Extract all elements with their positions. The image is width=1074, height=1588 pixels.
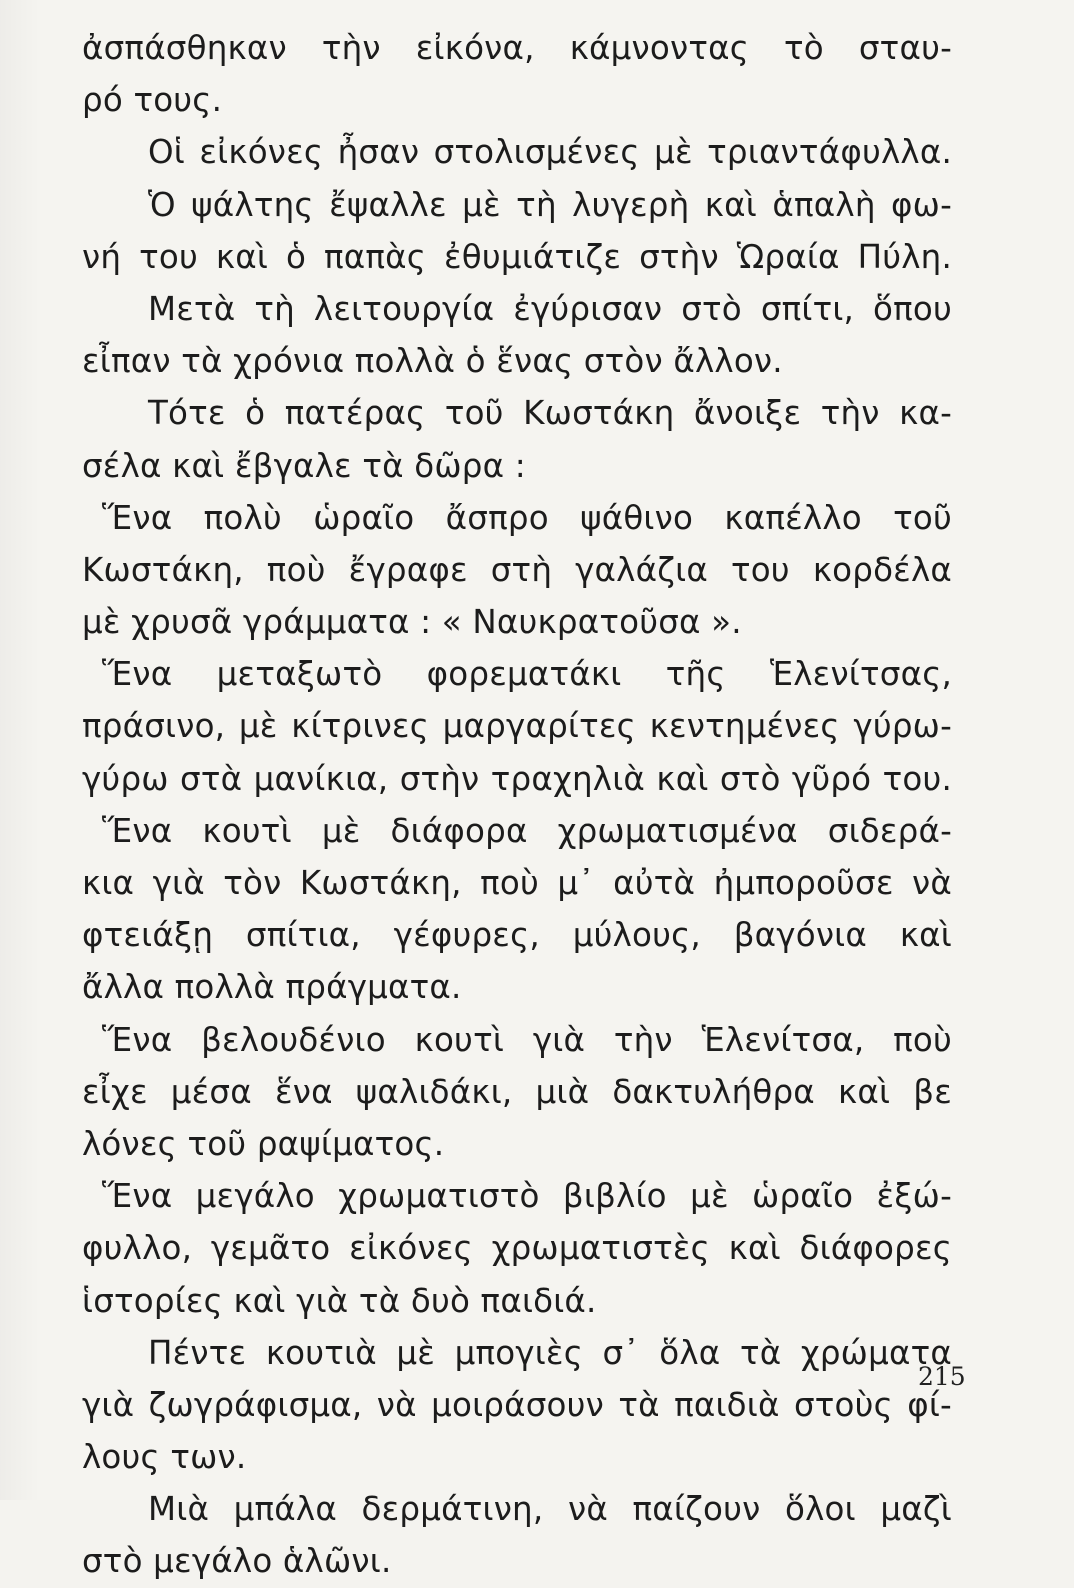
- text-line: ἱστορίες καὶ γιὰ τὰ δυὸ παιδιά.: [82, 1281, 597, 1320]
- text-line: ρό τους.: [82, 81, 223, 120]
- text-line: λόνες τοῦ ραψίματος.: [82, 1124, 445, 1163]
- text-line: Κωστάκη, ποὺ ἔγραφε στὴ γαλάζια του κορδέλα: [82, 550, 952, 589]
- text-line: Τότε ὁ πατέρας τοῦ Κωστάκη ἄνοιξε τὴν κα-: [148, 394, 952, 433]
- text-line: γιὰ ζωγράφισμα, νὰ μοιράσουν τὰ παιδιὰ στοὺς φί-: [82, 1385, 952, 1424]
- text-line: νή του καὶ ὁ παπὰς ἐθυμιάτιζε στὴν Ὡραία Πύλη.: [82, 237, 952, 276]
- text-line: Μιὰ μπάλα δερμάτινη, νὰ παίζουν ὅλοι μαζὶ: [148, 1490, 952, 1529]
- text-line: Ἕνα βελουδένιο κουτὶ γιὰ τὴν Ἑλενίτσα, ποὺ: [102, 1020, 952, 1059]
- text-line: ἀσπάσθηκαν τὴν εἰκόνα, κάμνοντας τὸ σταυ-: [82, 29, 952, 67]
- text-line: εἶχε μέσα ἕνα ψαλιδάκι, μιὰ δακτυλήθρα καὶ βε: [82, 1072, 952, 1111]
- text-line: Πέντε κουτιὰ μὲ μπογιὲς σ᾽ ὅλα τὰ χρώματα: [148, 1333, 952, 1372]
- text-line: κια γιὰ τὸν Κωστάκη, ποὺ μ᾽ αὐτὰ ἠμποροῦσε νὰ: [82, 864, 952, 902]
- text-line: σέλα καὶ ἔβγαλε τὰ δῶρα :: [82, 446, 526, 485]
- text-line: γύρω στὰ μανίκια, στὴν τραχηλιὰ καὶ στὸ γῦρό του.: [82, 759, 952, 798]
- text-line: λους των.: [82, 1438, 247, 1477]
- text-line: Μετὰ τὴ λειτουργία ἐγύρισαν στὸ σπίτι, ὅπου: [148, 289, 952, 328]
- text-line: Ἕνα πολὺ ὡραῖο ἄσπρο ψάθινο καπέλλο τοῦ: [102, 498, 952, 537]
- text-line: Ἕνα κουτὶ μὲ διάφορα χρωματισμένα σιδερά-: [102, 811, 952, 850]
- text-line: στὸ μεγάλο ἁλῶνι.: [82, 1542, 392, 1581]
- text-line: πράσινο, μὲ κίτρινες μαργαρίτες κεντημένες γύρω-: [82, 707, 952, 746]
- text-line: φυλλο, γεμᾶτο εἰκόνες χρωματιστὲς καὶ διάφορες: [82, 1229, 952, 1268]
- text-line: Οἱ εἰκόνες ἦσαν στολισμένες μὲ τριαντάφυλλα.: [148, 133, 952, 172]
- text-line: μὲ χρυσᾶ γράμματα : « Ναυκρατοῦσα ».: [82, 603, 742, 642]
- text-line: Ὁ ψάλτης ἔψαλλε μὲ τὴ λυγερὴ καὶ ἁπαλὴ φω-: [148, 185, 952, 224]
- text-line: Ἕνα μεταξωτὸ φορεματάκι τῆς Ἑλενίτσας,: [102, 655, 952, 694]
- page-number: 215: [918, 1362, 966, 1391]
- body-text: [82, 22, 952, 1588]
- text-line: Ἕνα μεγάλο χρωματιστὸ βιβλίο μὲ ὡραῖο ἐξώ-: [102, 1177, 952, 1216]
- text-line: εἶπαν τὰ χρόνια πολλὰ ὁ ἕνας στὸν ἄλλον.: [82, 342, 783, 381]
- text-line: ἄλλα πολλὰ πράγματα.: [82, 968, 462, 1007]
- text-line: φτειάξῃ σπίτια, γέφυρες, μύλους, βαγόνια καὶ: [82, 916, 952, 955]
